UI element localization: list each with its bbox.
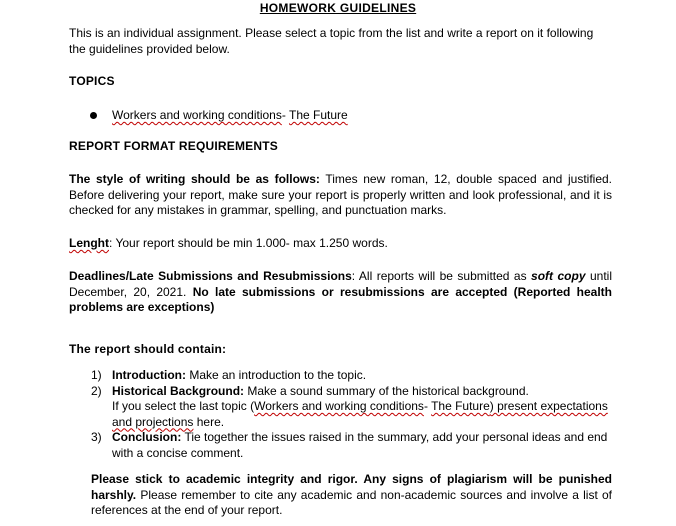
report-format-heading: REPORT FORMAT REQUIREMENTS	[69, 139, 278, 153]
topics-heading: TOPICS	[69, 74, 115, 88]
intro-paragraph: This is an individual assignment. Please select a topic from the list and write a report on it following the guidelines provided below.	[69, 26, 594, 56]
list-item: 3) Conclusion: Tie together the issues raised in the summary, add your personal ideas and end with a concise comment.	[91, 430, 608, 460]
soft-copy-text: soft copy	[531, 269, 586, 283]
contain-heading: The report should contain:	[69, 342, 227, 356]
contents-list	[91, 368, 612, 461]
closing-paragraph: Please stick to academic integrity and rigor. Any signs of plagiarism will be punished harshly. Please remember to cite any academic and non-academic sources and involve a list of references at the end of your report.	[91, 472, 612, 517]
list-item: 1) Introduction: Make an introduction to the topic.	[91, 368, 367, 382]
deadlines-label: Deadlines/Late Submissions and Resubmissions	[69, 269, 352, 283]
length-paragraph	[69, 236, 612, 252]
integrity-warning: Please stick to academic integrity and rigor. Any signs of plagiarism will be punished harshly.	[91, 472, 612, 502]
style-label: The style of writing should be as follows:	[69, 172, 320, 186]
list-item: 2) Historical Background: Make a sound summary of the historical background. If you select the last topic (Workers and working conditions- The Future) present expectations and projections here.	[91, 383, 608, 429]
no-late-submissions-text: No late submissions or resubmissions are accepted (Reported health problems are exceptions)	[69, 284, 612, 314]
bullet-icon	[90, 112, 97, 119]
length-label: Lenght	[69, 236, 109, 250]
deadlines-paragraph: Deadlines/Late Submissions and Resubmissions: All reports will be submitted as soft copy until December, 20, 2021. No late submissions or resubmissions are accepted (Reported health problems are exceptions)	[69, 269, 612, 314]
style-paragraph	[69, 172, 612, 219]
topic-text: Workers and working conditions- The Future	[112, 108, 348, 122]
page-title: HOMEWORK GUIDELINES	[259, 1, 417, 15]
style-text: Times new roman, 12, double spaced and justified. Before delivering your report, make sure your report is properly written and look professional, and it is checked for any mistakes in grammar, spelling, and punctuation marks.	[69, 172, 612, 217]
length-text: : Your report should be min 1.000- max 1.250 words.	[109, 236, 388, 250]
